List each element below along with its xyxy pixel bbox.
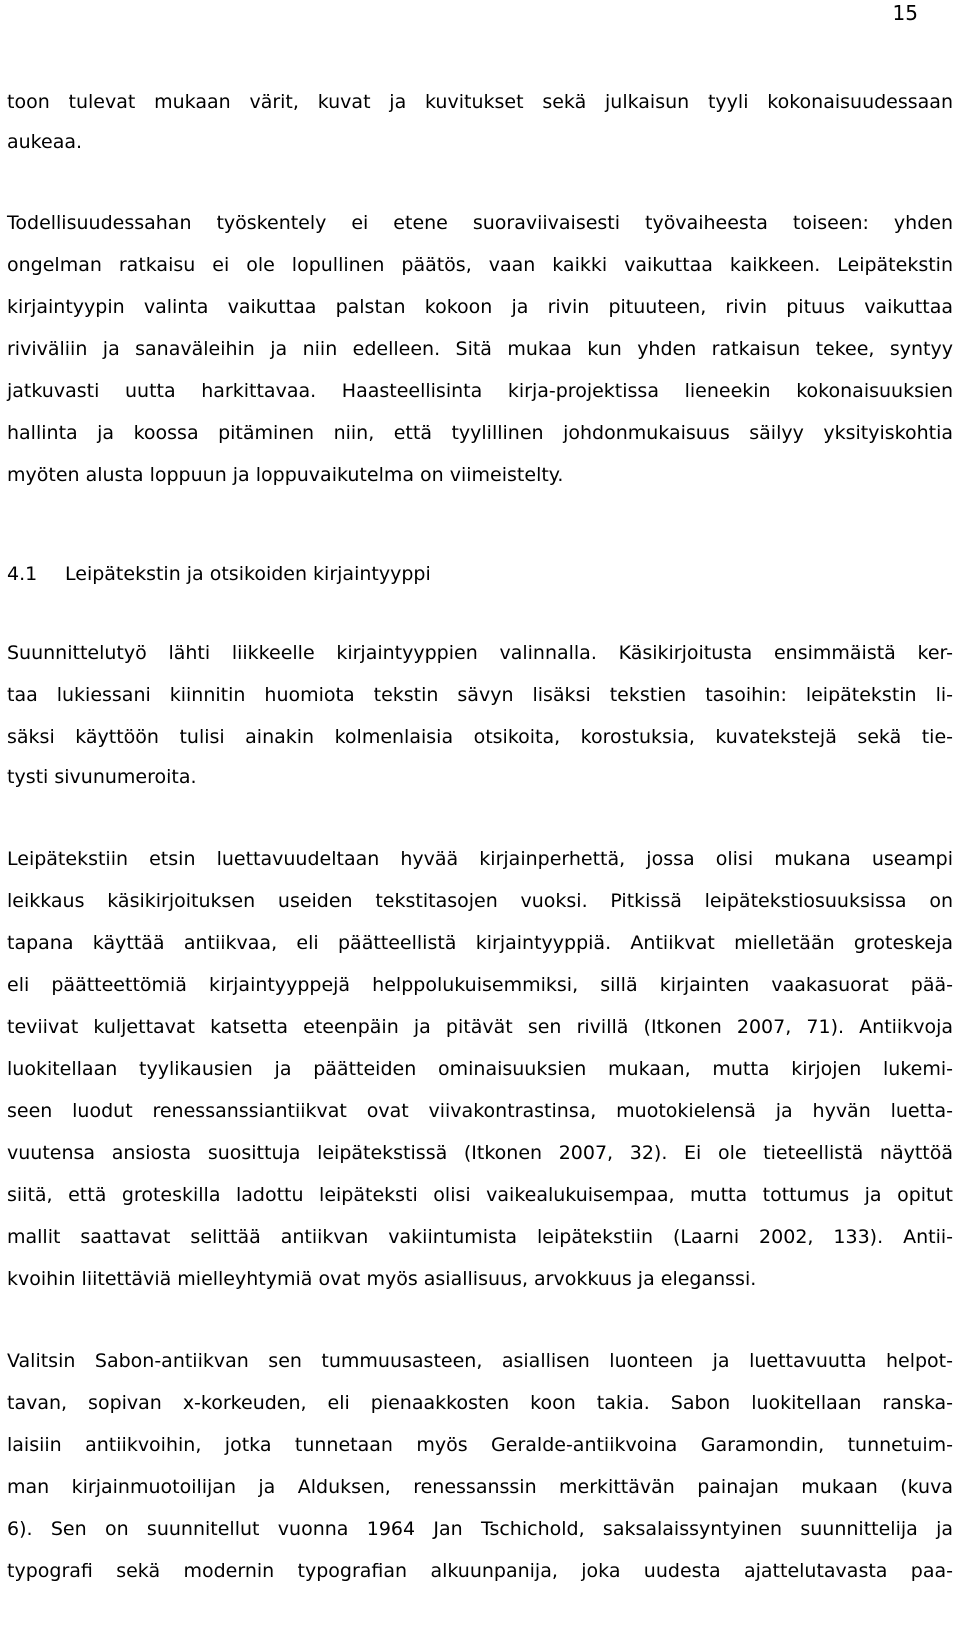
section-heading bbox=[7, 562, 431, 586]
section-title: Leipätekstin ja otsikoiden kirjaintyyppi bbox=[65, 563, 431, 585]
page-number: 15 bbox=[892, 1, 918, 25]
section-number: 4.1 bbox=[7, 563, 38, 585]
